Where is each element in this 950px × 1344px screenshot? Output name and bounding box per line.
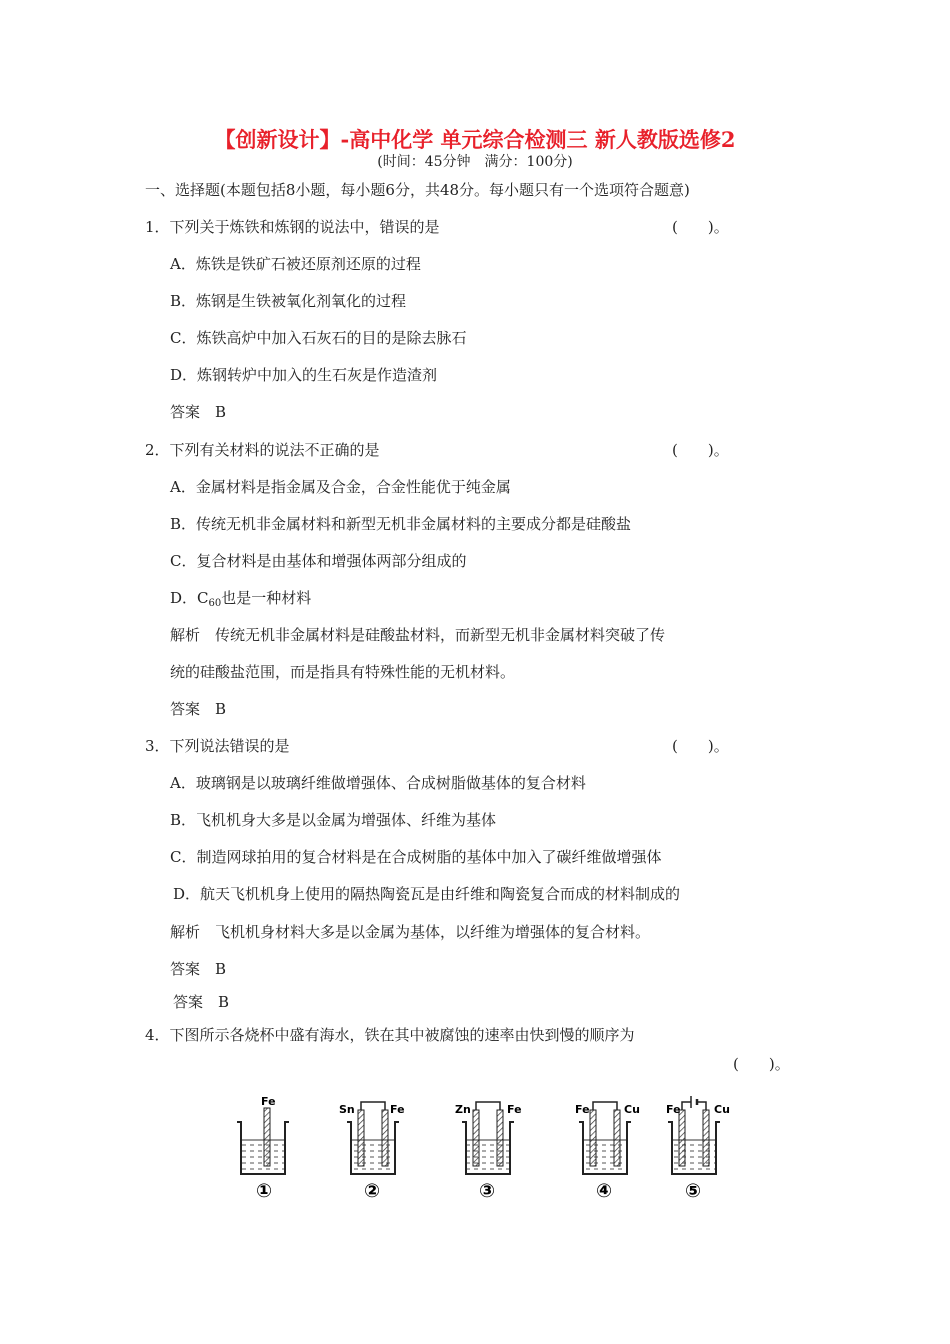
beaker-3-label-fe: Fe bbox=[507, 1103, 522, 1116]
question-2-answer-paren: ( )。 bbox=[672, 441, 729, 459]
question-1-option-c: C．炼铁高炉中加入石灰石的目的是除去脉石 bbox=[170, 329, 467, 347]
question-2-analysis-line-1: 解析 传统无机非金属材料是硅酸盐材料，而新型无机非金属材料突破了传 bbox=[170, 626, 666, 644]
wire bbox=[682, 1102, 706, 1110]
beaker-2-label-fe: Fe bbox=[390, 1103, 405, 1116]
question-2-option-a: A．金属材料是指金属及合金，合金性能优于纯金属 bbox=[170, 478, 511, 496]
question-4-stem: 4．下图所示各烧杯中盛有海水，铁在其中被腐蚀的速率由快到慢的顺序为 bbox=[145, 1026, 635, 1044]
question-3-option-d: D．航天飞机机身上使用的隔热陶瓷瓦是由纤维和陶瓷复合而成的材料制成的 bbox=[173, 885, 681, 903]
beaker-1 bbox=[237, 1095, 289, 1202]
beaker-1-number: ① bbox=[256, 1180, 273, 1202]
question-2-option-c: C．复合材料是由基体和增强体两部分组成的 bbox=[170, 552, 467, 570]
question-3-option-c: C．制造网球拍用的复合材料是在合成树脂的基体中加入了碳纤维做增强体 bbox=[170, 848, 662, 866]
beaker-4 bbox=[575, 1102, 640, 1202]
fe-electrode bbox=[590, 1110, 596, 1166]
beaker-5-label-cu: Cu bbox=[714, 1103, 730, 1116]
beaker-3 bbox=[455, 1102, 522, 1202]
section-heading: 一、选择题(本题包括8小题，每小题6分，共48分。每小题只有一个选项符合题意) bbox=[145, 181, 690, 199]
beaker-3-label-zn: Zn bbox=[455, 1103, 471, 1116]
sn-electrode bbox=[358, 1110, 364, 1166]
question-3-option-b: B．飞机机身大多是以金属为增强体、纤维为基体 bbox=[170, 811, 497, 829]
question-3-answer-paren: ( )。 bbox=[672, 737, 729, 755]
beaker-4-label-cu: Cu bbox=[624, 1103, 640, 1116]
question-1-answer-paren: ( )。 bbox=[672, 218, 729, 236]
question-2-analysis-line-2: 统的硅酸盐范围，而是指具有特殊性能的无机材料。 bbox=[170, 663, 516, 681]
option-d-prefix: D．C bbox=[170, 589, 209, 607]
fe-electrode bbox=[497, 1110, 503, 1166]
question-1-stem: 1．下列关于炼铁和炼钢的说法中，错误的是 bbox=[145, 218, 440, 236]
beaker-diagram bbox=[225, 1088, 745, 1208]
wire bbox=[476, 1102, 500, 1110]
wire bbox=[593, 1102, 617, 1110]
question-2-option-b: B．传统无机非金属材料和新型无机非金属材料的主要成分都是硅酸盐 bbox=[170, 515, 632, 533]
beaker-4-label-fe: Fe bbox=[575, 1103, 590, 1116]
beaker-5 bbox=[666, 1096, 730, 1202]
question-3-answer: 答案 B bbox=[170, 960, 227, 978]
fe-electrode bbox=[264, 1108, 270, 1166]
question-3-option-a: A．玻璃钢是以玻璃纤维做增强体、合成树脂做基体的复合材料 bbox=[170, 774, 586, 792]
beaker-figure bbox=[225, 1088, 745, 1208]
question-1-option-a: A．炼铁是铁矿石被还原剂还原的过程 bbox=[170, 255, 421, 273]
question-3-answer-repeat: 答案 B bbox=[173, 993, 230, 1011]
beaker-1-label-fe: Fe bbox=[261, 1095, 276, 1108]
beaker-4-number: ④ bbox=[596, 1180, 613, 1202]
beaker-2-number: ② bbox=[364, 1180, 381, 1202]
question-1-option-b: B．炼钢是生铁被氧化剂氧化的过程 bbox=[170, 292, 407, 310]
question-1-answer: 答案 B bbox=[170, 403, 227, 421]
option-d-suffix: 也是一种材料 bbox=[221, 589, 312, 607]
question-3-analysis: 解析 飞机机身材料大多是以金属为基体，以纤维为增强体的复合材料。 bbox=[170, 923, 651, 941]
question-2-stem: 2．下列有关材料的说法不正确的是 bbox=[145, 441, 380, 459]
fe-electrode bbox=[679, 1110, 685, 1166]
option-d-subscript: 60 bbox=[208, 598, 222, 609]
beaker-2 bbox=[339, 1102, 405, 1202]
question-2-option-d bbox=[170, 588, 311, 614]
wire bbox=[361, 1102, 385, 1110]
beaker-5-number: ⑤ bbox=[685, 1180, 702, 1202]
cu-electrode bbox=[703, 1110, 709, 1166]
zn-electrode bbox=[473, 1110, 479, 1166]
cu-electrode bbox=[614, 1110, 620, 1166]
question-2-answer: 答案 B bbox=[170, 700, 227, 718]
fe-electrode bbox=[382, 1110, 388, 1166]
question-4-answer-paren: ( )。 bbox=[733, 1055, 790, 1073]
page-title: 【创新设计】-高中化学 单元综合检测三 新人教版选修2 bbox=[214, 127, 736, 152]
question-3-stem: 3．下列说法错误的是 bbox=[145, 737, 290, 755]
question-1-option-d: D．炼钢转炉中加入的生石灰是作造渣剂 bbox=[170, 366, 438, 384]
beaker-3-number: ③ bbox=[479, 1180, 496, 1202]
beaker-2-label-sn: Sn bbox=[339, 1103, 355, 1116]
page-subtitle: (时间：45分钟 满分：100分) bbox=[377, 154, 573, 170]
beaker-5-label-fe: Fe bbox=[666, 1103, 681, 1116]
